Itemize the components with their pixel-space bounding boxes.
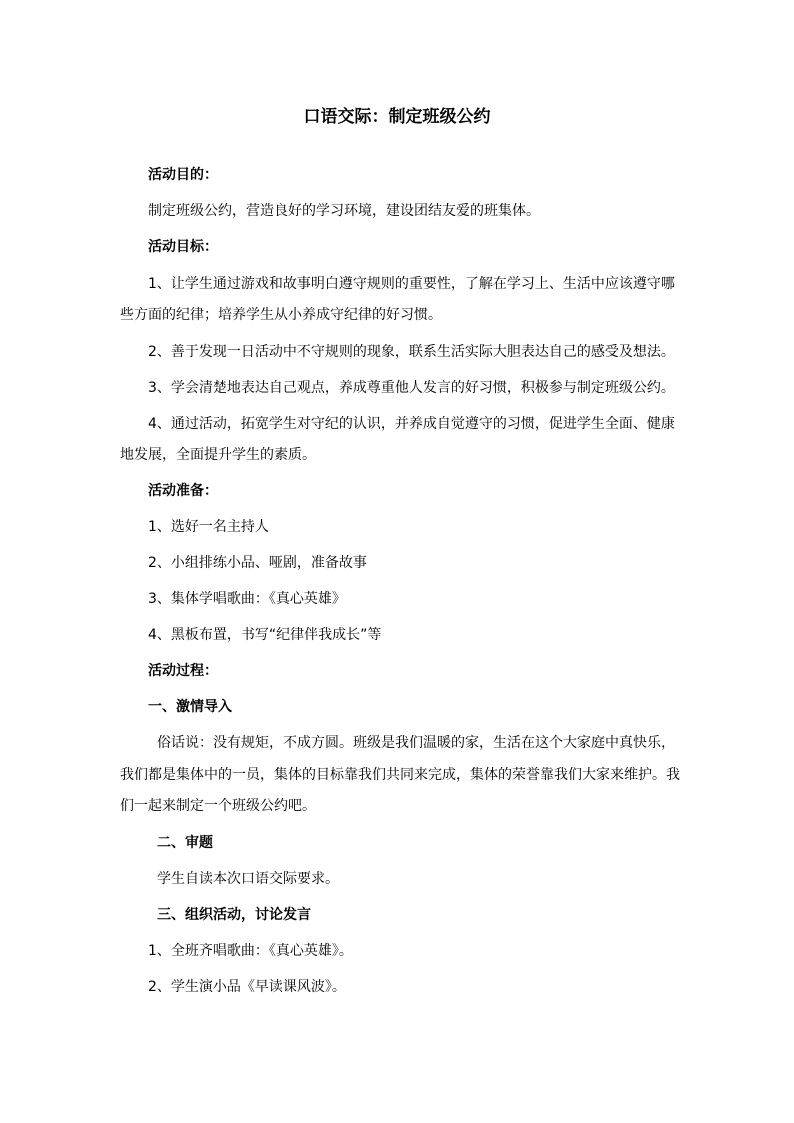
goal-1-line-1: 1、让学生通过游戏和故事明白遵守规则的重要性，了解在学习上、生活中应该遵守哪 <box>148 276 675 292</box>
prep-item-3: 3、集体学唱歌曲：《真心英雄》 <box>148 591 346 607</box>
prep-item-1: 1、选好一名主持人 <box>148 519 269 535</box>
section-1-line-2: 我们都是集体中的一员，集体的目标靠我们共同来完成，集体的荣誉靠我们大家来维护。我 <box>120 767 680 783</box>
goal-4-line-1: 4、通过活动，拓宽学生对守纪的认识，并养成自觉遵守的习惯，促进学生全面、健康 <box>148 416 675 432</box>
process-heading: 活动过程： <box>148 663 218 679</box>
section-1-heading: 一、激情导入 <box>148 699 232 715</box>
purpose-text: 制定班级公约，营造良好的学习环境，建设团结友爱的班集体。 <box>148 203 540 219</box>
section-1-line-3: 们一起来制定一个班级公约吧。 <box>120 798 316 814</box>
purpose-heading: 活动目的： <box>148 167 218 183</box>
goal-3: 3、学会清楚地表达自己观点，养成尊重他人发言的好习惯，积极参与制定班级公约。 <box>148 380 675 396</box>
prep-heading: 活动准备： <box>148 483 218 499</box>
section-1-line-1: 俗话说：没有规矩，不成方圆。班级是我们温暖的家，生活在这个大家庭中真快乐， <box>157 735 675 751</box>
goal-2: 2、善于发现一日活动中不守规则的现象，联系生活实际大胆表达自己的感受及想法。 <box>148 344 675 360</box>
goals-heading: 活动目标： <box>148 239 218 255</box>
section-2-heading: 二、审题 <box>157 835 213 851</box>
section-3-heading: 三、组织活动，讨论发言 <box>157 907 311 923</box>
document-title: 口语交际：制定班级公约 <box>303 107 491 127</box>
section-3-item-1: 1、全班齐唱歌曲：《真心英雄》。 <box>148 943 353 959</box>
section-3-item-2: 2、学生演小品《早读课风波》。 <box>148 979 346 995</box>
prep-item-4: 4、黑板布置，书写“纪律伴我成长”等 <box>148 627 382 643</box>
section-2-text: 学生自读本次口语交际要求。 <box>157 871 339 887</box>
prep-item-2: 2、小组排练小品、哑剧，准备故事 <box>148 555 367 571</box>
goal-4-line-2: 地发展，全面提升学生的素质。 <box>120 447 316 463</box>
goal-1-line-2: 些方面的纪律；培养学生从小养成守纪律的好习惯。 <box>120 307 442 323</box>
